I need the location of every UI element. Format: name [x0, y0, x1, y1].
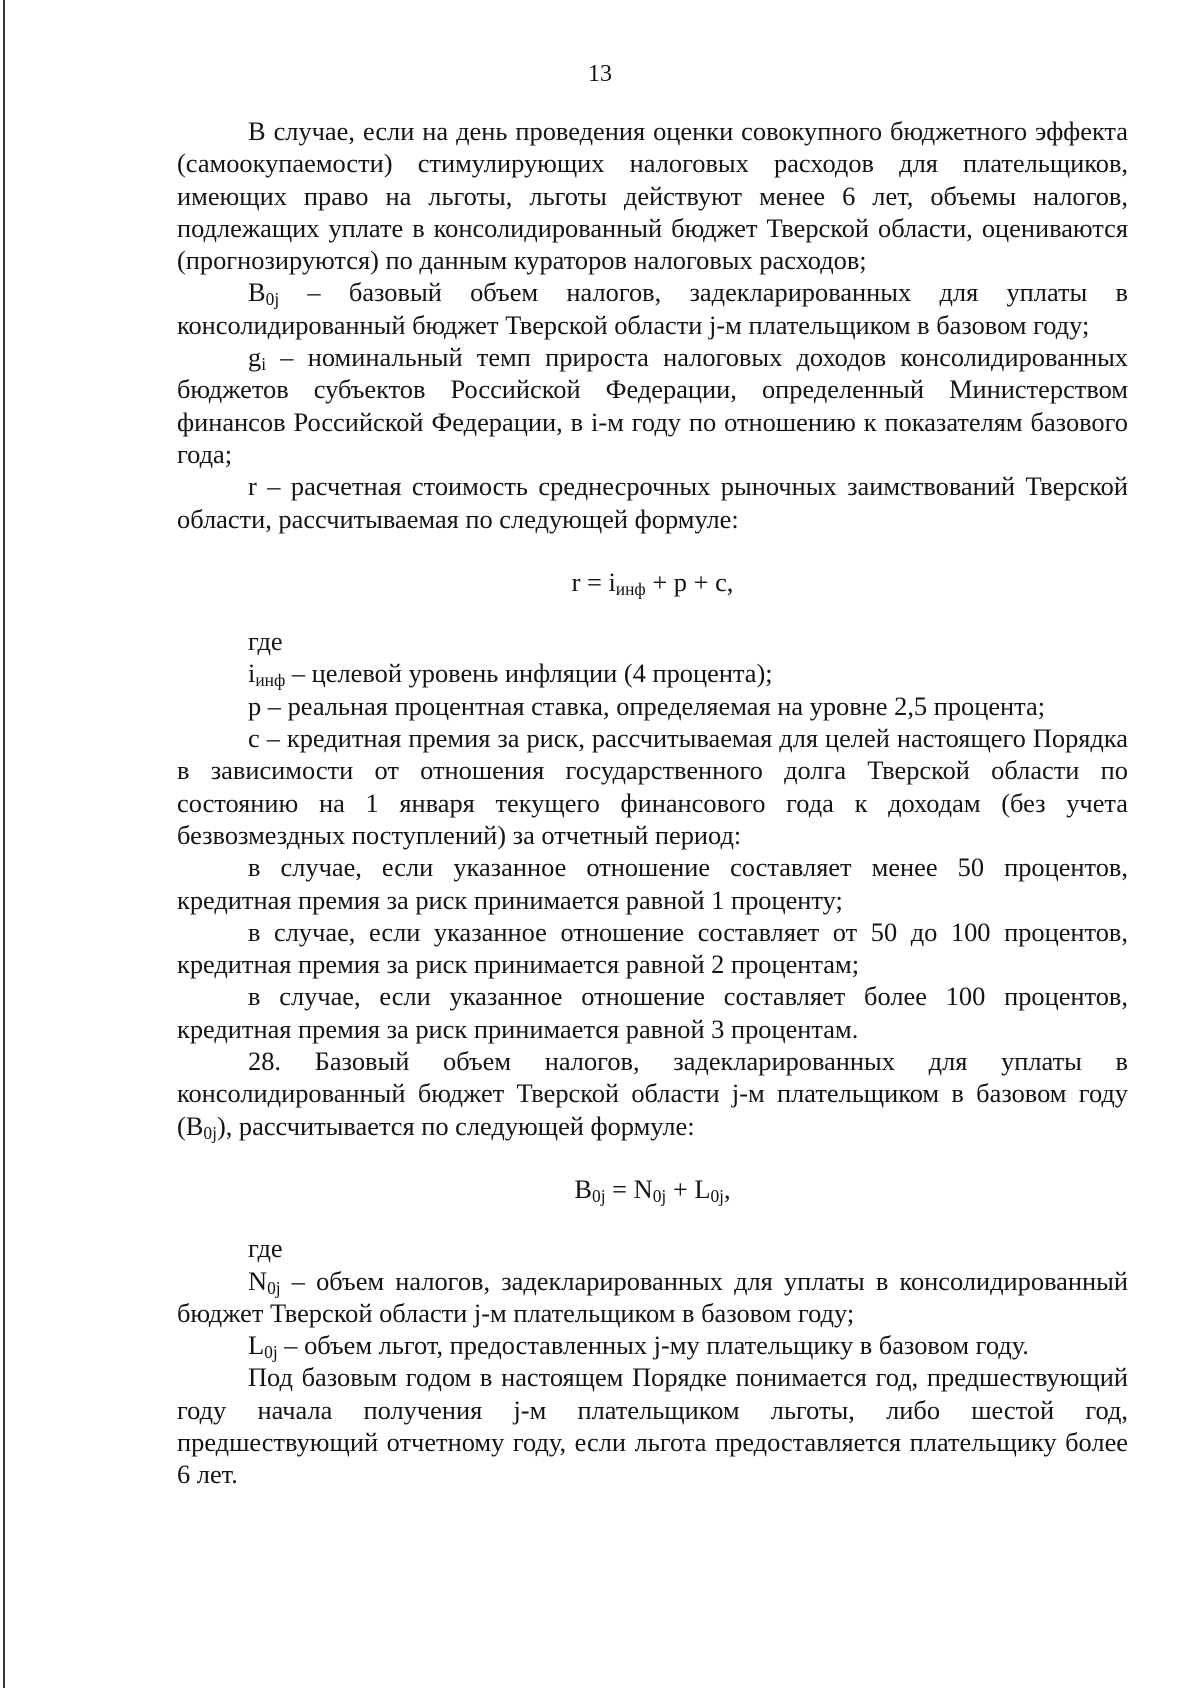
paragraph-intro: В случае, если на день проведения оценки совокупного бюджетного эффекта (самоокупаемости) стимулирующих налоговых расходов для плательщиков, имеющих право на льготы, льготы действуют менее 6 лет, объемы налогов, подлежащих уплате в консолидированный бюджет Тверской области, оцениваются (прогнозируются) по данным кураторов налоговых расходов; [177, 116, 1128, 276]
symbol-b: B [185, 1110, 204, 1141]
scan-edge-line [3, 0, 5, 1688]
paragraph-base-year: Под базовым годом в настоящем Порядке понимается год, предшествующий году начала получения j-м плательщиком льготы, либо шестой год, предшествующий отчетному году, если льгота предоставляется плательщику более 6 лет. [177, 1362, 1128, 1490]
case-50-to-100: в случае, если указанное отношение составляет от 50 до 100 процентов, кредитная премия за риск принимается равной 2 процентам; [177, 916, 1128, 980]
item-28-tail: ), рассчитывается по следующей формуле: [216, 1110, 695, 1141]
definition-text: – номинальный темп прироста налоговых доходов консолидированных бюджетов субъектов Российской Федерации, определенный Министерством финансов Российской Федерации, в i-м году по отношению к показателям базового года; [177, 342, 1128, 469]
case-under-50: в случае, если указанное отношение составляет менее 50 процентов, кредитная премия за риск принимается равной 1 проценту; [177, 852, 1128, 915]
definition-n0j [177, 1265, 1128, 1330]
formula-equals-n: = N [605, 1173, 653, 1204]
formula-b0j [177, 1173, 1128, 1205]
definition-c: c – кредитная премия за риск, рассчитываемая для целей настоящего Порядка в зависимости от отношения государственного долга Тверской области по состоянию на 1 января текущего финансового года к доходам (без учета безвозмездных поступлений) за отчетный период: [177, 723, 1128, 850]
definition-text: – объем льгот, предоставленных j-му плательщику в базовом году. [277, 1330, 1029, 1361]
item-28 [177, 1045, 1128, 1142]
formula-l-subscript: 0j [710, 1185, 724, 1206]
subscript-i: i [261, 353, 267, 374]
symbol-i: i [248, 658, 256, 689]
item-28-text: 28. Базовый объем налогов, задекларированных для уплаты в консолидированный бюджет Тверской области j-м плательщиком в базовом году ( [177, 1046, 1128, 1141]
definition-text: – объем налогов, задекларированных для уплаты в консолидированный бюджет Тверской области j-м плательщиком в базовом году; [177, 1265, 1128, 1328]
subscript-0j: 0j [265, 289, 280, 310]
definition-gi [177, 341, 1128, 470]
formula-b-subscript: 0j [592, 1185, 606, 1206]
symbol-n: N [248, 1265, 268, 1296]
where-label: где [248, 1233, 283, 1264]
document-body [177, 115, 1128, 1491]
definition-l0j [177, 1329, 1128, 1361]
formula-end: , [723, 1173, 731, 1204]
definition-text: – базовый объем налогов, задекларированных для уплаты в консолидированный бюджет Тверской области j-м плательщиком в базовом году; [177, 277, 1128, 340]
definition-iinf [177, 657, 1128, 689]
subscript-0j: 0j [264, 1341, 278, 1362]
formula-r-subscript: инф [615, 578, 646, 599]
formula-r-lhs: r = i [571, 566, 616, 597]
subscript-inf: инф [255, 670, 286, 691]
symbol-l: L [248, 1330, 265, 1361]
definition-p: p – реальная процентная ставка, определяемая на уровне 2,5 процента; [248, 690, 1046, 721]
page-number: 13 [588, 61, 612, 87]
definition-text: – целевой уровень инфляции (4 процента); [285, 658, 773, 689]
symbol-b: B [248, 277, 266, 308]
definition-b0j [177, 276, 1128, 341]
where-label: где [248, 626, 283, 657]
formula-r-rhs: + p + c, [645, 566, 734, 597]
definition-r: r – расчетная стоимость среднесрочных рыночных заимствований Тверской области, рассчитываемая по следующей формуле: [177, 471, 1128, 534]
symbol-g: g [248, 342, 262, 373]
subscript-0j: 0j [203, 1122, 217, 1143]
formula-n-subscript: 0j [652, 1185, 667, 1206]
formula-plus-l: + L [666, 1173, 711, 1204]
formula-r [177, 566, 1128, 598]
case-over-100: в случае, если указанное отношение составляет более 100 процентов, кредитная премия за риск принимается равной 3 процентам. [177, 981, 1128, 1044]
formula-b: B [574, 1173, 592, 1204]
subscript-0j: 0j [267, 1277, 281, 1298]
